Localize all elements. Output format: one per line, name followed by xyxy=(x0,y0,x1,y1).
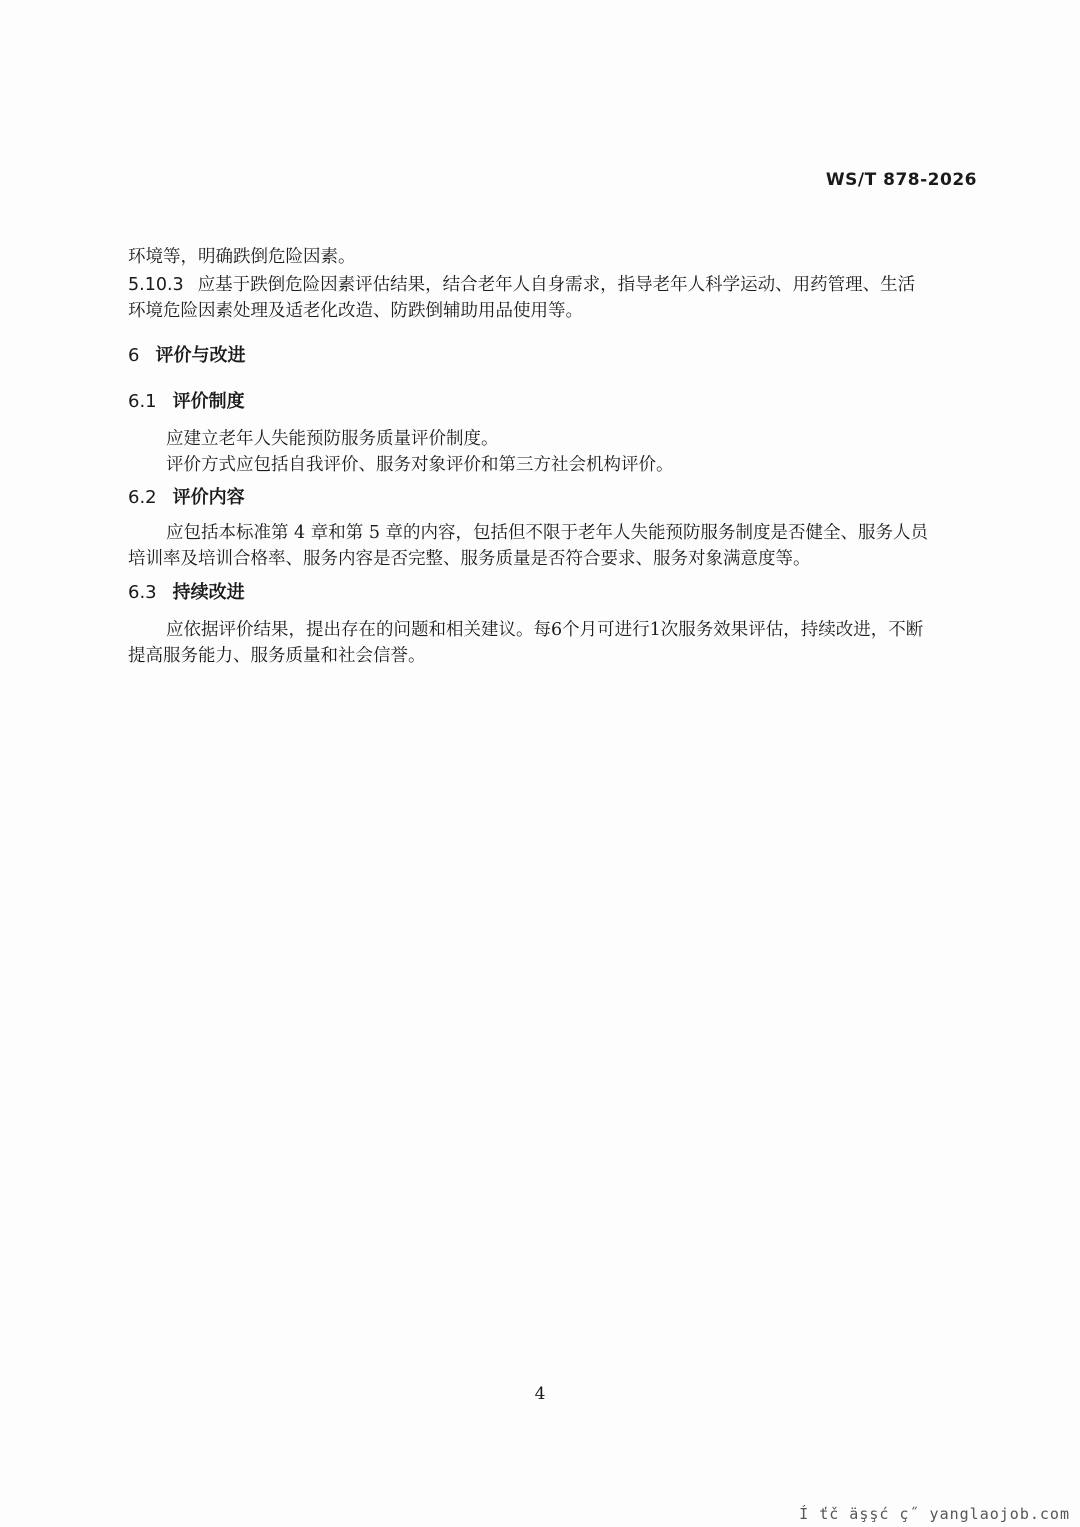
section-number: 6 xyxy=(128,345,140,366)
section-number: 6.2 xyxy=(128,487,157,508)
section-6-1-line2: 评价方式应包括自我评价、服务对象评价和第三方社会机构评价。 xyxy=(166,455,674,475)
section-title: 评价制度 xyxy=(172,391,245,412)
page-number: 4 xyxy=(534,1384,546,1404)
section-6-3-line1: 应依据评价结果，提出存在的问题和相关建议。每6个月可进行1次服务效果评估，持续改进，不断 xyxy=(166,620,924,640)
section-6-3-line2: 提高服务能力、服务质量和社会信誉。 xyxy=(128,646,426,666)
section-6-2-line2: 培训率及培训合格率、服务内容是否完整、服务质量是否符合要求、服务对象满意度等。 xyxy=(128,549,811,569)
clause-5-10-3-line1 xyxy=(128,272,978,298)
clause-5-10-3-line2: 环境危险因素处理及适老化改造、防跌倒辅助用品使用等。 xyxy=(128,301,583,321)
section-number: 6.3 xyxy=(128,582,157,603)
paragraph-5-10-2-tail: 环境等，明确跌倒危险因素。 xyxy=(128,247,356,267)
section-6-heading xyxy=(128,343,245,369)
standard-code: WS/T 878-2026 xyxy=(825,170,977,190)
section-number: 6.1 xyxy=(128,391,157,412)
section-title: 评价与改进 xyxy=(155,345,246,366)
clause-number: 5.10.3 xyxy=(128,275,184,295)
section-6-1-heading xyxy=(128,389,245,415)
watermark-text: Í ťč äşşć ç˝ yanglaojob.com xyxy=(799,1505,1070,1523)
section-6-2-heading xyxy=(128,485,245,511)
section-title: 持续改进 xyxy=(172,582,245,603)
section-6-2-line1: 应包括本标准第 4 章和第 5 章的内容，包括但不限于老年人失能预防服务制度是否健全、服务人员 xyxy=(166,523,929,543)
section-6-1-line1: 应建立老年人失能预防服务质量评价制度。 xyxy=(166,429,499,449)
section-title: 评价内容 xyxy=(172,487,245,508)
section-6-3-heading xyxy=(128,580,245,606)
clause-text: 应基于跌倒危险因素评估结果，结合老年人自身需求，指导老年人科学运动、用药管理、生活 xyxy=(197,275,916,295)
